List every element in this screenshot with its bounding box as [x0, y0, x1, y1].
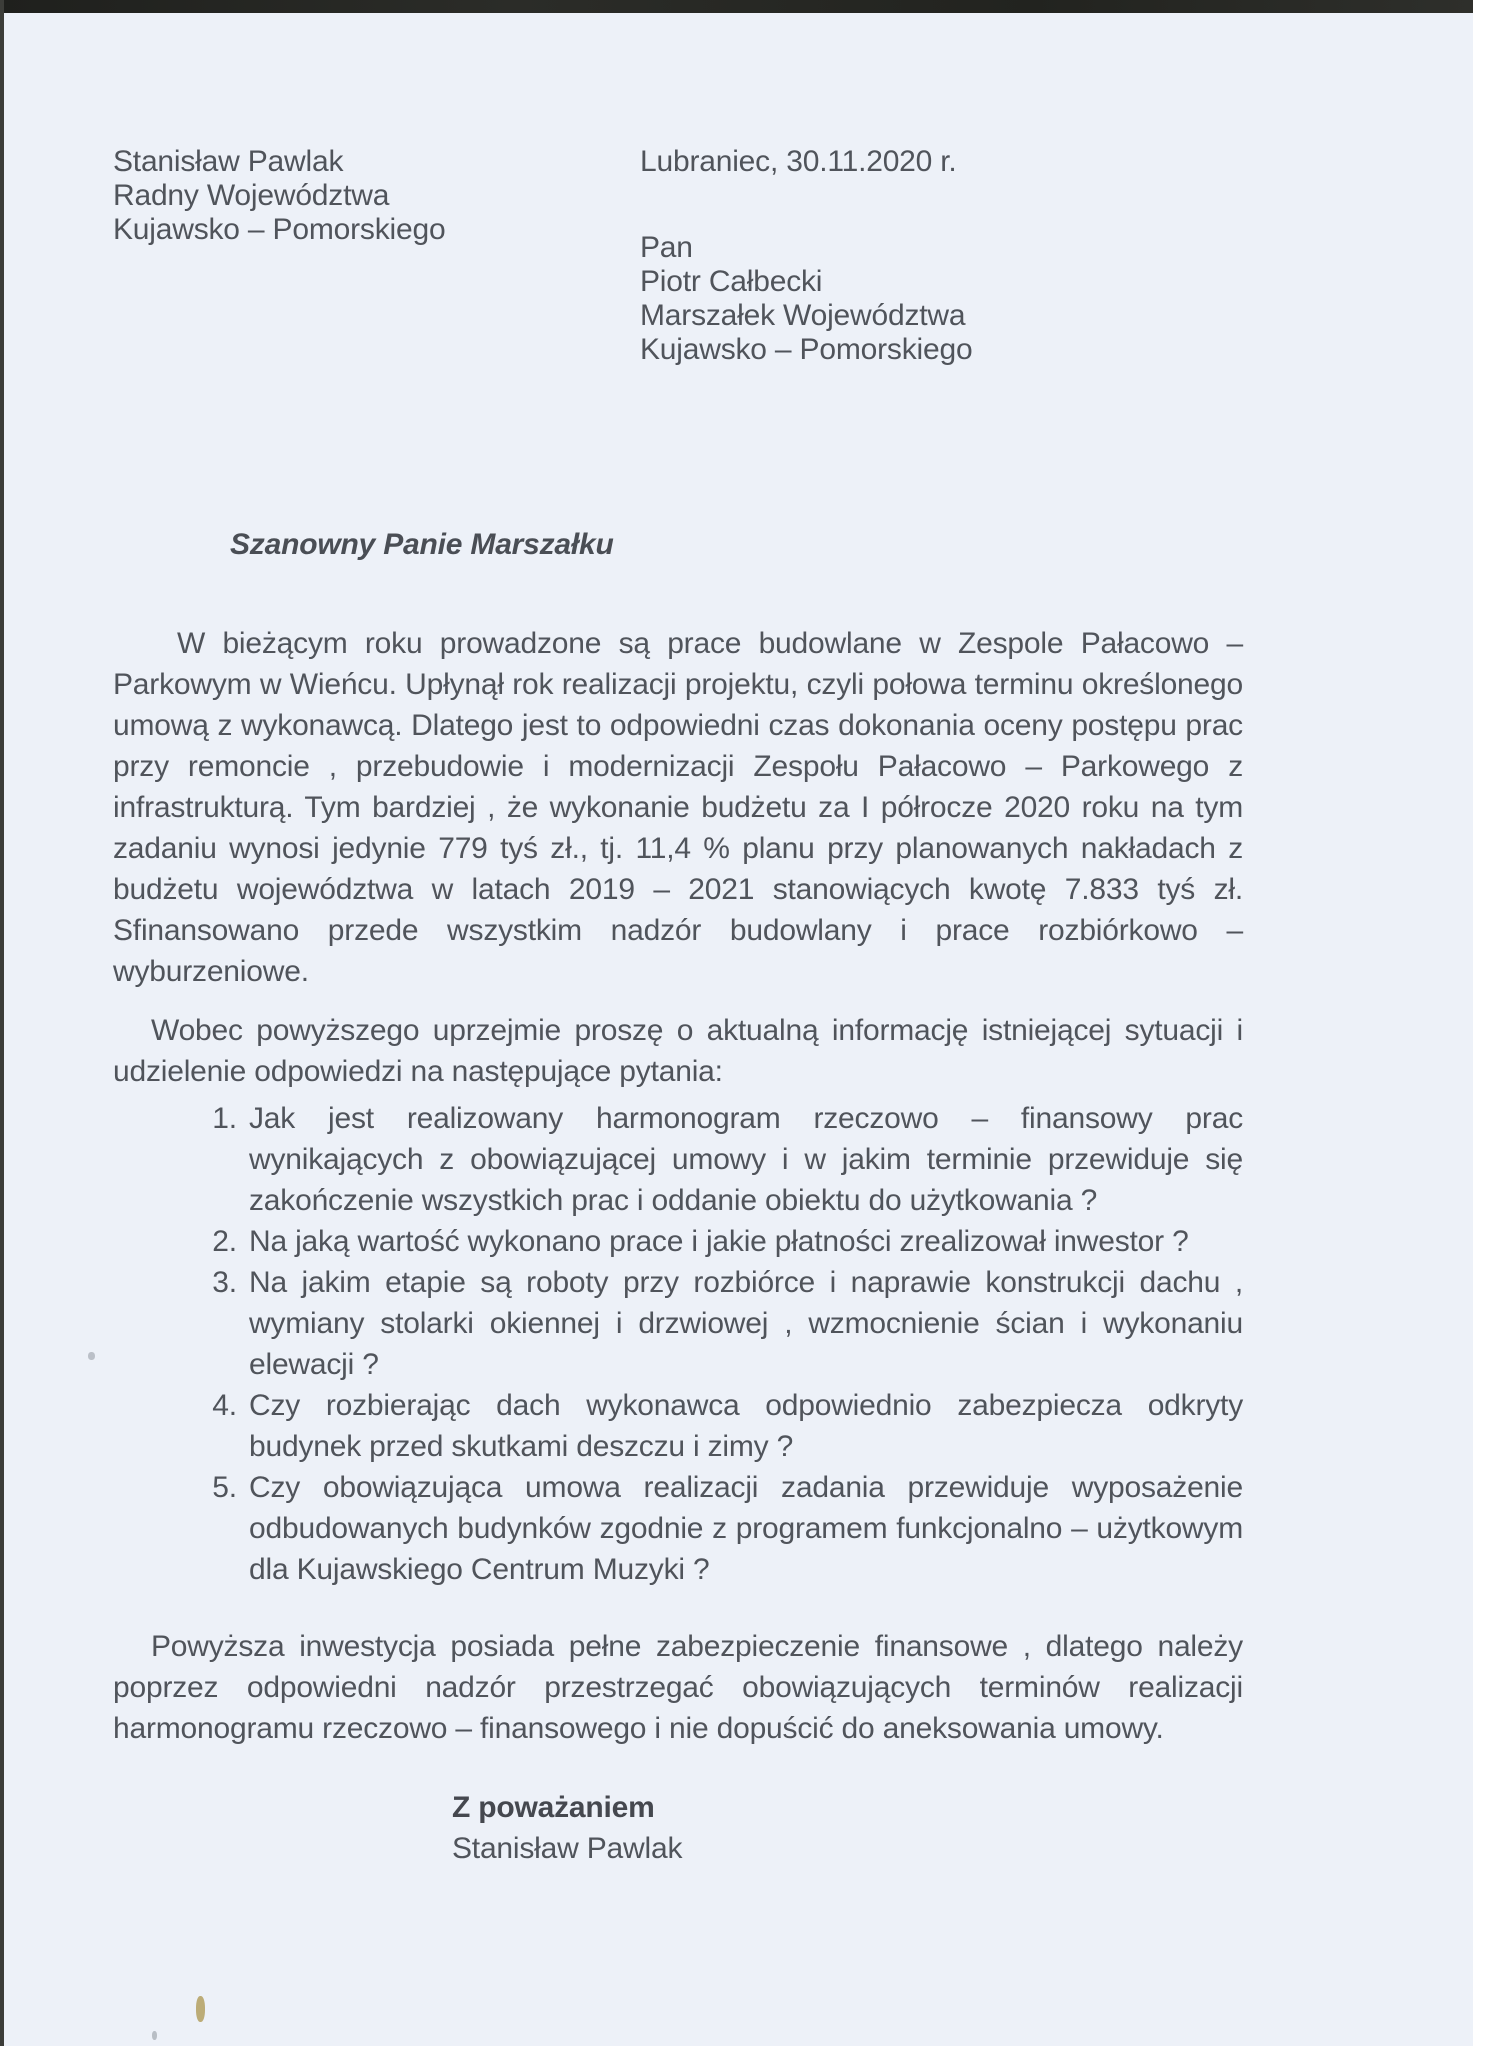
question-item: 1. Jak jest realizowany harmonogram rzeczowo – finansowy prac wynikających z obowiązującej umowy i w jakim terminie przewiduje się zakończenie wszystkich prac i oddanie obiektu do użytkowania ? — [245, 1098, 1243, 1221]
salutation: Szanowny Panie Marszałku — [230, 528, 614, 561]
questions-list — [113, 1098, 1243, 1590]
scan-artifact — [152, 2031, 157, 2040]
question-item: 5. Czy obowiązująca umowa realizacji zadania przewiduje wyposażenie odbudowanych budynków zgodnie z programem funkcjonalno – użytkowym dla Kujawskiego Centrum Muzyki ? — [245, 1467, 1243, 1590]
scan-artifact — [88, 1352, 95, 1360]
question-item: 4. Czy rozbierając dach wykonawca odpowiednio zabezpiecza odkryty budynek przed skutkami deszczu i zimy ? — [245, 1385, 1243, 1467]
recipient-name: Piotr Całbecki — [640, 265, 823, 298]
recipient-title: Marszałek Województwa — [640, 299, 966, 332]
paragraph-intro: W bieżącym roku prowadzone są prace budowlane w Zespole Pałacowo – Parkowym w Wieńcu. Upłynął rok realizacji projektu, czyli połowa terminu określonego umową z wykonawcą. Dlatego jest to odpowiedni czas dokonania oceny postępu prac przy remoncie , przebudowie i modernizacji Zespołu Pałacowo – Parkowego z infrastrukturą. Tym bardziej , że wykonanie budżetu za I półrocze 2020 roku na tym zadaniu wynosi jedynie 779 tyś zł., tj. 11,4 % planu przy planowanych nakładach z budżetu województwa w latach 2019 – 2021 stanowiących kwotę 7.833 tyś zł. Sfinansowano przede wszystkim nadzór budowlany i prace rozbiórkowo – wyburzeniowe. — [113, 627, 1243, 988]
scanner-top-edge — [0, 0, 1474, 13]
signature-name: Stanisław Pawlak — [452, 1832, 683, 1865]
recipient-honorific: Pan — [640, 231, 693, 264]
sender-title: Radny Województwa — [113, 179, 390, 212]
sender-block — [113, 145, 445, 247]
scanner-right-margin — [1473, 0, 1488, 2046]
paragraph-closing: Powyższa inwestycja posiada pełne zabezpieczenie finansowe , dlatego należy poprzez odpowiedni nadzór przestrzegać obowiązujących terminów realizacji harmonogramu rzeczowo – finansowego i nie dopuścić do aneksowania umowy. — [113, 1630, 1243, 1745]
recipient-region: Kujawsko – Pomorskiego — [640, 333, 973, 366]
question-item: 2. Na jaką wartość wykonano prace i jakie płatności zrealizował inwestor ? — [245, 1221, 1243, 1262]
sender-region: Kujawsko – Pomorskiego — [113, 213, 446, 246]
valediction: Z poważaniem — [452, 1791, 655, 1824]
sender-name: Stanisław Pawlak — [113, 145, 344, 178]
paragraph-request: Wobec powyższego uprzejmie proszę o aktualną informację istniejącej sytuacji i udzielenie odpowiedzi na następujące pytania: — [113, 1014, 1243, 1088]
scanner-left-edge — [0, 0, 4, 2046]
scan-artifact — [196, 1996, 205, 2022]
recipient-block — [640, 231, 972, 367]
question-item: 3. Na jakim etapie są roboty przy rozbiórce i naprawie konstrukcji dachu , wymiany stolarki okiennej i drzwiowej , wzmocnienie ścian i wykonaniu elewacji ? — [245, 1262, 1243, 1385]
dateline: Lubraniec, 30.11.2020 r. — [640, 145, 957, 178]
